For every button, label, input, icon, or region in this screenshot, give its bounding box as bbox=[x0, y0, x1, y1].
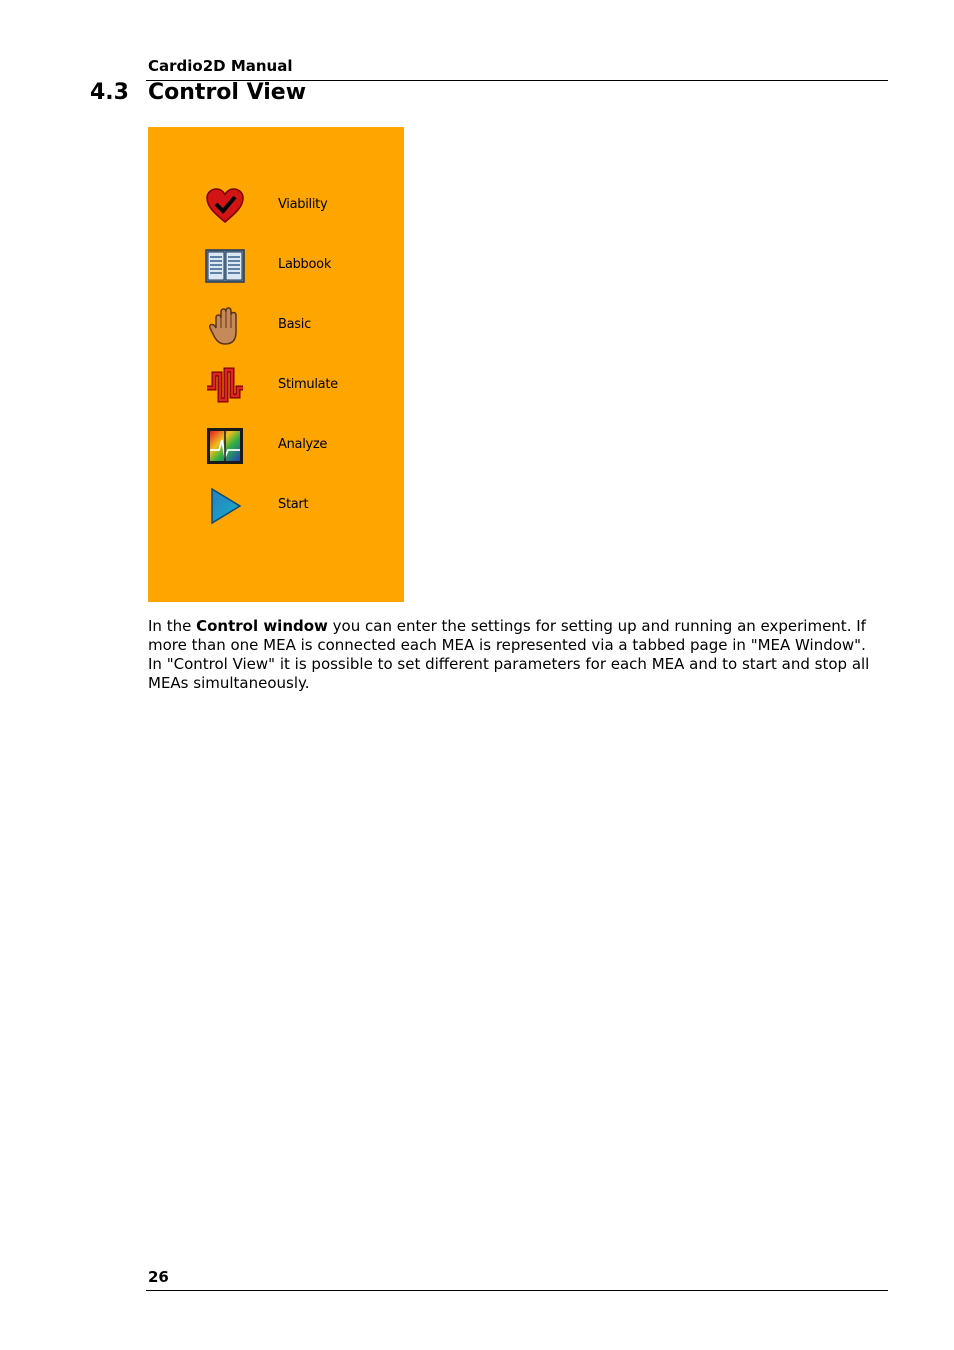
footer-rule bbox=[146, 1290, 888, 1291]
control-item-label: Labbook bbox=[278, 257, 332, 272]
page-number: 26 bbox=[148, 1268, 169, 1286]
control-window-term: Control window bbox=[196, 617, 328, 635]
analyze-map-icon bbox=[203, 424, 247, 468]
section-heading bbox=[90, 80, 306, 105]
control-item-labbook[interactable] bbox=[203, 244, 393, 288]
section-number: 4.3 bbox=[90, 80, 129, 105]
running-header: Cardio2D Manual bbox=[148, 57, 293, 75]
control-item-label: Basic bbox=[278, 317, 311, 332]
body-text-post: you can enter the settings for setting up and running an experiment. If more than one MEA is connected each MEA is represented via a tabbed page in "MEA Window". In "Control View" it is possible to set different parameters for each MEA and to start and stop all MEAs simultaneously. bbox=[148, 617, 870, 692]
book-icon bbox=[203, 244, 247, 288]
control-item-start[interactable] bbox=[203, 484, 393, 528]
play-icon bbox=[203, 484, 247, 528]
heart-check-icon bbox=[203, 184, 247, 228]
body-paragraph bbox=[148, 617, 883, 693]
control-item-stimulate[interactable] bbox=[203, 364, 393, 408]
control-item-label: Start bbox=[278, 497, 309, 512]
section-title: Control View bbox=[148, 80, 307, 105]
body-text-pre: In the bbox=[148, 617, 197, 635]
stimulus-pulse-icon bbox=[203, 364, 247, 408]
control-panel bbox=[148, 127, 404, 602]
control-item-analyze[interactable] bbox=[203, 424, 393, 468]
hand-icon bbox=[203, 304, 247, 348]
control-item-label: Stimulate bbox=[278, 377, 338, 392]
control-item-label: Viability bbox=[278, 197, 328, 212]
control-item-viability[interactable] bbox=[203, 184, 393, 228]
control-item-basic[interactable] bbox=[203, 304, 393, 348]
control-item-label: Analyze bbox=[278, 437, 328, 452]
